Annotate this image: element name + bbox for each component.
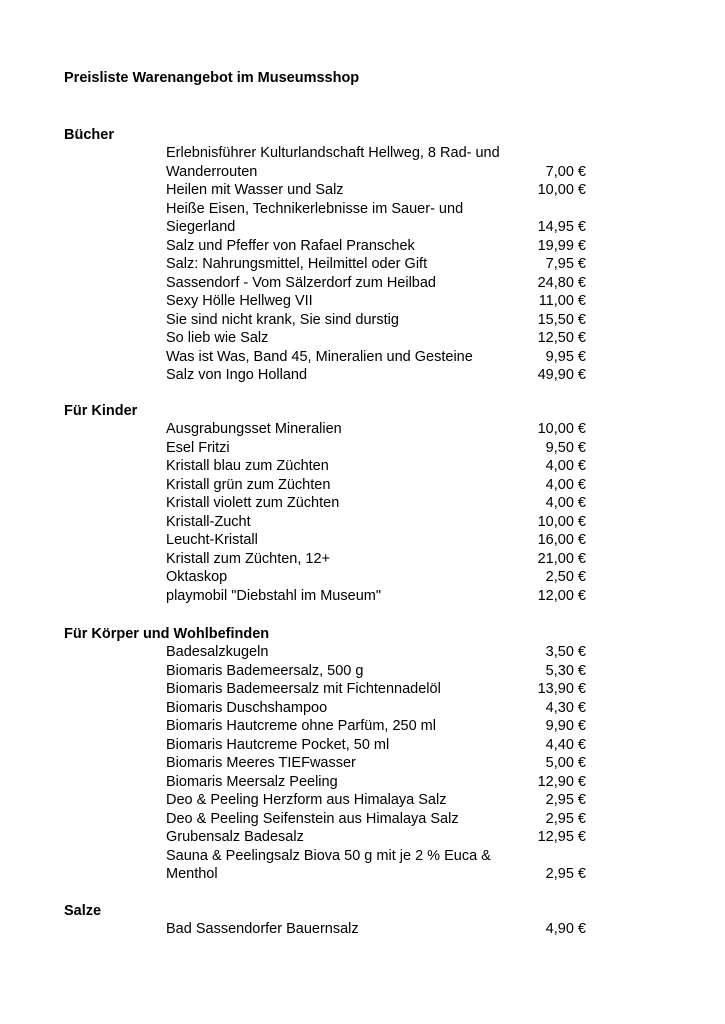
price-list-item bbox=[0, 810, 725, 829]
price-list-item bbox=[0, 643, 725, 662]
item-name: Biomaris Meersalz Peeling bbox=[166, 773, 338, 790]
price-list-item bbox=[0, 920, 725, 939]
price-list-item bbox=[0, 494, 725, 513]
item-price: 9,95 € bbox=[545, 348, 586, 365]
item-price: 49,90 € bbox=[537, 367, 586, 383]
item-name: Biomaris Hautcreme ohne Parfüm, 250 ml bbox=[166, 718, 436, 734]
price-list-item bbox=[0, 274, 725, 293]
item-price: 4,00 € bbox=[545, 495, 586, 511]
price-list-item bbox=[0, 181, 725, 200]
price-list-item bbox=[0, 754, 725, 773]
price-list-item bbox=[0, 237, 725, 256]
item-price: 14,95 € bbox=[537, 219, 586, 235]
price-list-item bbox=[0, 311, 725, 330]
price-list-item bbox=[0, 255, 725, 274]
item-name: playmobil "Diebstahl im Museum" bbox=[166, 587, 381, 604]
item-name: Salz und Pfeffer von Rafael Pranschek bbox=[166, 237, 415, 254]
item-name: Biomaris Duschshampoo bbox=[166, 699, 328, 716]
item-name: Erlebnisführer Kulturlandschaft Hellweg, 8 Rad- und Wanderrouten bbox=[166, 145, 500, 180]
item-name: Sauna & Peelingsalz Biova 50 g mit je 2 % Euca & Menthol bbox=[166, 847, 491, 882]
item-price: 10,00 € bbox=[537, 421, 586, 437]
document-title: Preisliste Warenangebot im Museumsshop bbox=[64, 70, 360, 86]
item-price: 2,95 € bbox=[545, 866, 586, 882]
item-price: 12,90 € bbox=[537, 773, 586, 790]
price-list-item bbox=[0, 366, 725, 385]
item-price: 11,00 € bbox=[538, 293, 586, 309]
price-list-item bbox=[0, 587, 725, 606]
item-name: Ausgrabungsset Mineralien bbox=[166, 421, 342, 437]
item-name: Salz von Ingo Holland bbox=[166, 367, 308, 383]
item-list bbox=[0, 643, 725, 884]
item-name: Salz: Nahrungsmittel, Heilmittel oder Gift bbox=[166, 256, 428, 272]
price-list-item bbox=[0, 717, 725, 736]
price-list-item bbox=[0, 513, 725, 532]
item-name: Sexy Hölle Hellweg VII bbox=[166, 293, 313, 309]
item-name: Kristall grün zum Züchten bbox=[166, 476, 331, 493]
price-list-item bbox=[0, 736, 725, 755]
item-price: 7,00 € bbox=[545, 163, 586, 180]
item-price: 13,90 € bbox=[537, 681, 586, 697]
item-name: Sassendorf - Vom Sälzerdorf zum Heilbad bbox=[166, 274, 436, 291]
item-name: Bad Sassendorfer Bauernsalz bbox=[166, 921, 359, 937]
item-name: Biomaris Meeres TIEFwasser bbox=[166, 755, 356, 771]
item-name: Leucht-Kristall bbox=[166, 532, 258, 548]
price-list-item bbox=[0, 828, 725, 847]
price-list-item bbox=[0, 420, 725, 439]
item-price: 12,95 € bbox=[537, 829, 586, 845]
item-name: Biomaris Bademeersalz mit Fichtennadelöl bbox=[166, 681, 441, 697]
section-heading: Für Kinder bbox=[64, 403, 138, 419]
item-name: Was ist Was, Band 45, Mineralien und Gesteine bbox=[166, 348, 473, 365]
price-list-item bbox=[0, 329, 725, 348]
item-price: 24,80 € bbox=[537, 274, 586, 291]
item-price: 19,99 € bbox=[537, 237, 586, 254]
price-list-item bbox=[0, 662, 725, 681]
item-name: Sie sind nicht krank, Sie sind durstig bbox=[166, 311, 399, 328]
price-list-item bbox=[0, 292, 725, 311]
item-price: 2,95 € bbox=[545, 810, 586, 827]
item-price: 4,90 € bbox=[545, 921, 586, 937]
price-list-item bbox=[0, 773, 725, 792]
price-list-item bbox=[0, 847, 725, 884]
price-list-item bbox=[0, 531, 725, 550]
price-list-item bbox=[0, 699, 725, 718]
price-list-item bbox=[0, 457, 725, 476]
item-name: Kristall blau zum Züchten bbox=[166, 458, 329, 474]
item-price: 9,90 € bbox=[545, 718, 586, 734]
item-price: 10,00 € bbox=[537, 182, 586, 198]
item-list bbox=[0, 144, 725, 385]
price-list-item bbox=[0, 200, 725, 237]
item-list bbox=[0, 420, 725, 605]
section-heading: Für Körper und Wohlbefinden bbox=[64, 626, 270, 642]
item-price: 10,00 € bbox=[537, 513, 586, 530]
item-name: Badesalzkugeln bbox=[166, 644, 269, 660]
item-name: So lieb wie Salz bbox=[166, 330, 269, 346]
price-list-item bbox=[0, 550, 725, 569]
item-price: 3,50 € bbox=[545, 644, 586, 660]
item-name: Esel Fritzi bbox=[166, 439, 230, 456]
item-name: Grubensalz Badesalz bbox=[166, 829, 304, 845]
item-price: 12,00 € bbox=[537, 587, 586, 604]
item-price: 2,50 € bbox=[545, 569, 586, 585]
item-name: Biomaris Hautcreme Pocket, 50 ml bbox=[166, 736, 390, 753]
item-price: 7,95 € bbox=[545, 256, 586, 272]
item-price: 16,00 € bbox=[537, 532, 586, 548]
item-name: Heilen mit Wasser und Salz bbox=[166, 182, 344, 198]
price-list-item bbox=[0, 348, 725, 367]
price-list-item bbox=[0, 568, 725, 587]
item-price: 15,50 € bbox=[537, 311, 586, 328]
item-name: Deo & Peeling Seifenstein aus Himalaya Salz bbox=[166, 810, 459, 827]
item-list bbox=[0, 920, 725, 939]
price-list-item bbox=[0, 476, 725, 495]
item-price: 4,40 € bbox=[545, 736, 586, 753]
item-price: 2,95 € bbox=[545, 792, 586, 808]
price-list-item bbox=[0, 144, 725, 181]
price-list-item bbox=[0, 439, 725, 458]
item-name: Kristall-Zucht bbox=[166, 513, 251, 530]
price-list-item bbox=[0, 680, 725, 699]
item-name: Heiße Eisen, Technikerlebnisse im Sauer- und Siegerland bbox=[166, 200, 464, 235]
item-name: Kristall violett zum Züchten bbox=[166, 495, 340, 511]
item-price: 5,00 € bbox=[545, 755, 586, 771]
item-name: Kristall zum Züchten, 12+ bbox=[166, 550, 331, 567]
item-price: 4,00 € bbox=[545, 476, 586, 493]
section-heading: Bücher bbox=[64, 127, 114, 143]
item-price: 12,50 € bbox=[537, 330, 586, 346]
item-name: Deo & Peeling Herzform aus Himalaya Salz bbox=[166, 792, 447, 808]
section-heading: Salze bbox=[64, 903, 102, 919]
item-price: 21,00 € bbox=[537, 550, 586, 567]
item-name: Biomaris Bademeersalz, 500 g bbox=[166, 662, 364, 679]
item-price: 5,30 € bbox=[545, 662, 586, 679]
item-price: 4,00 € bbox=[545, 458, 586, 474]
item-price: 9,50 € bbox=[545, 439, 586, 456]
item-price: 4,30 € bbox=[545, 699, 586, 716]
price-list-item bbox=[0, 791, 725, 810]
item-name: Oktaskop bbox=[166, 569, 228, 585]
